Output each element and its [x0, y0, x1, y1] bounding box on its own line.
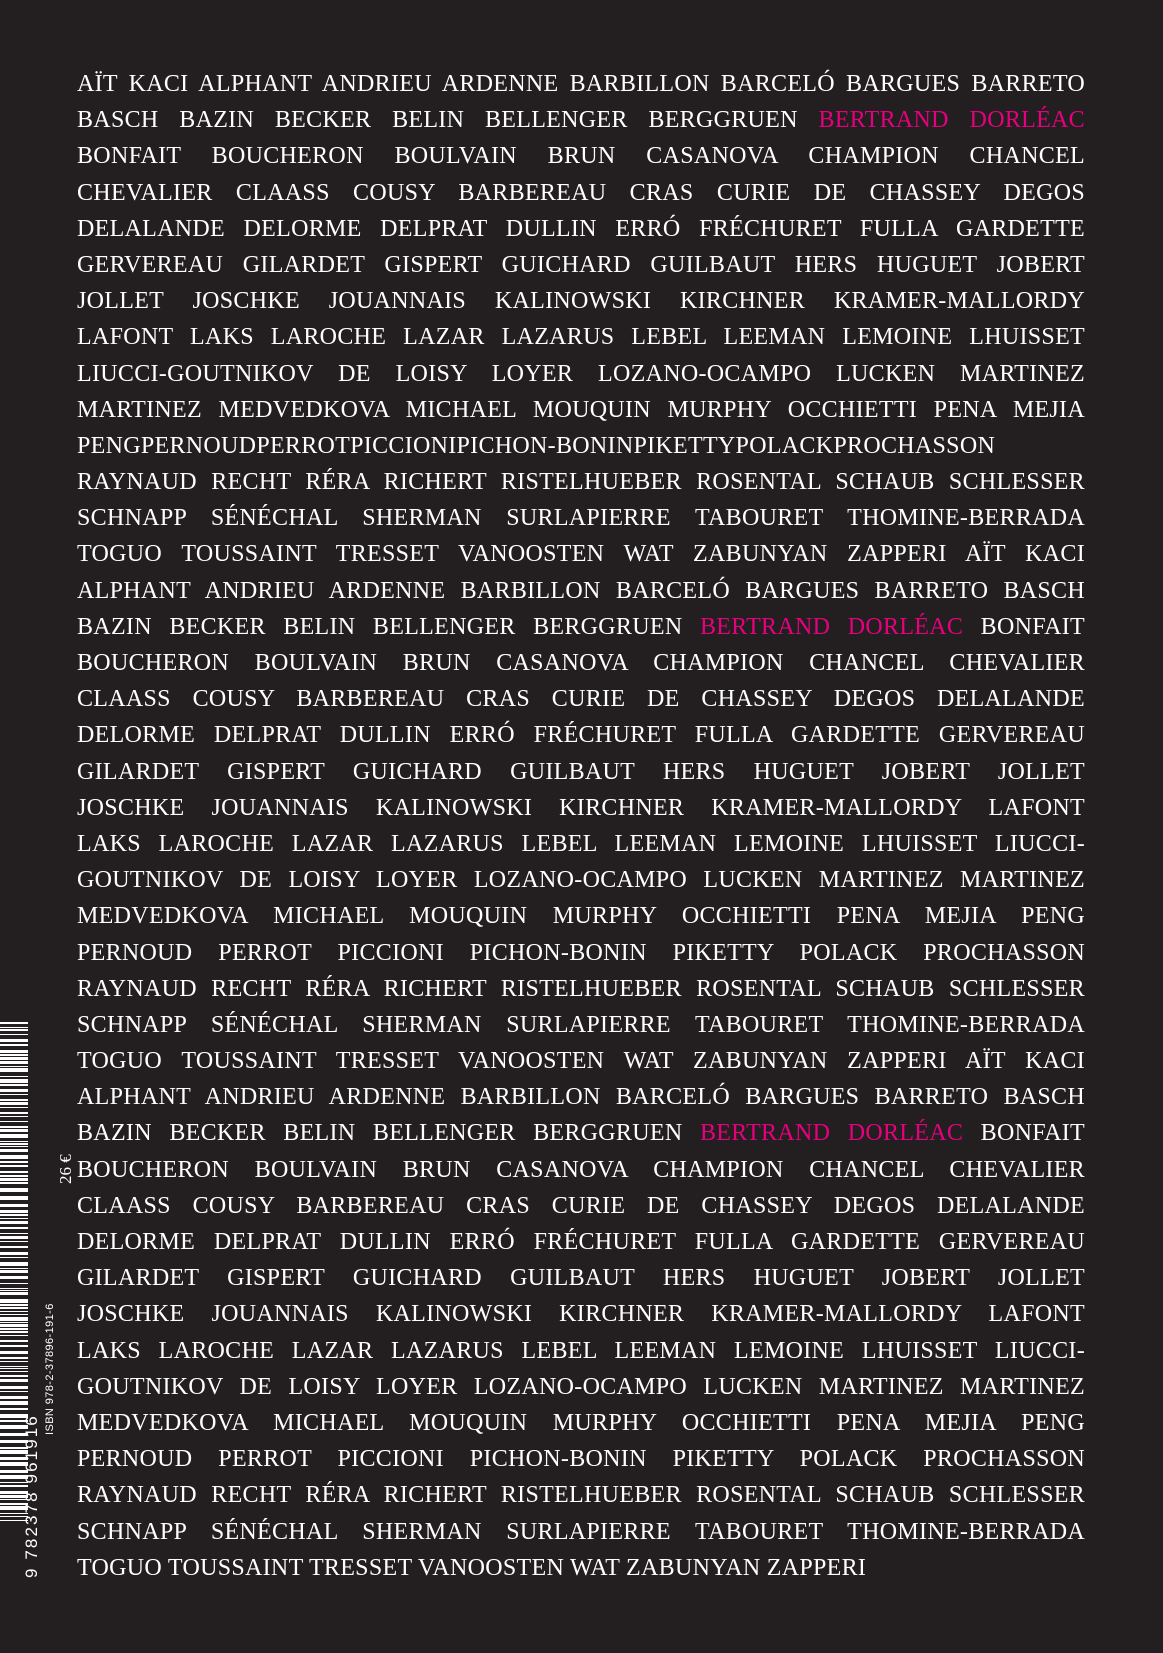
barcode-bar: [0, 1311, 28, 1312]
barcode-bar: [0, 1314, 28, 1315]
author-names-text: BAZIN BECKER BELIN BELLENGER BERGGRUEN: [77, 613, 700, 640]
name-line: [77, 247, 1085, 283]
name-line: [77, 1514, 1085, 1550]
barcode-bar: [0, 1175, 28, 1177]
name-line: [77, 66, 1085, 102]
author-names-text: PERNOUD PERROT PICCIONI PICHON-BONIN PIKETTY POLACK PROCHASSON: [77, 939, 1085, 966]
barcode-bar: [0, 1304, 28, 1306]
barcode-bar: [0, 1134, 28, 1138]
author-names-text: DELALANDE DELORME DELPRAT DULLIN ERRÓ FRÉCHURET FULLA GARDETTE: [77, 215, 1085, 242]
author-names-text: MEDVEDKOVA MICHAEL MOUQUIN MURPHY OCCHIETTI PENA MEJIA PENG: [77, 903, 1085, 930]
author-names-text: GOUTNIKOV DE LOISY LOYER LOZANO-OCAMPO LUCKEN MARTINEZ MARTINEZ: [77, 867, 1085, 894]
author-names-text: SCHNAPP SÉNÉCHAL SHERMAN SURLAPIERRE TABOURET THOMINE-BERRADA: [77, 505, 1085, 532]
barcode-bar: [0, 1262, 28, 1266]
author-names-text: PENGPERNOUDPERROTPICCIONIPICHON-BONINPIKETTYPOLACKPROCHASSON: [77, 432, 996, 459]
barcode-bar: [0, 1050, 28, 1053]
author-names-text: RAYNAUD RECHT RÉRA RICHERT RISTELHUEBER ROSENTAL SCHAUB SCHLESSER: [77, 975, 1085, 1002]
barcode-bar: [0, 1408, 28, 1410]
name-line: [77, 175, 1085, 211]
barcode-bar: [0, 1076, 28, 1077]
name-line: [77, 573, 1085, 609]
author-names-text: ALPHANT ANDRIEU ARDENNE BARBILLON BARCELÓ BARGUES BARRETO BASCH: [77, 577, 1085, 604]
author-names-text: MARTINEZ MEDVEDKOVA MICHAEL MOUQUIN MURPHY OCCHIETTI PENA MEJIA: [77, 396, 1085, 423]
author-names-text: GERVEREAU GILARDET GISPERT GUICHARD GUILBAUT HERS HUGUET JOBERT: [77, 251, 1085, 278]
barcode-bar: [0, 1204, 28, 1207]
barcode-bar: [0, 1335, 28, 1336]
barcode-digits: 9 782378 961916: [22, 1414, 41, 1578]
author-names-text: DELORME DELPRAT DULLIN ERRÓ FRÉCHURET FULLA GARDETTE GERVEREAU: [77, 722, 1085, 749]
barcode-bar: [0, 1099, 28, 1101]
barcode-bar: [0, 1218, 28, 1219]
author-names-text: PERNOUD PERROT PICCIONI PICHON-BONIN PIKETTY POLACK PROCHASSON: [77, 1446, 1085, 1473]
barcode-bar: [0, 1061, 28, 1064]
name-line: [77, 138, 1085, 174]
author-names-text: CLAASS COUSY BARBEREAU CRAS CURIE DE CHASSEY DEGOS DELALANDE: [77, 1192, 1085, 1219]
barcode-bar: [0, 1268, 28, 1269]
barcode-bar: [0, 1233, 28, 1234]
barcode-bar: [0, 1044, 28, 1046]
barcode-bar: [0, 1084, 28, 1086]
author-names-text: JOSCHKE JOUANNAIS KALINOWSKI KIRCHNER KRAMER-MALLORDY LAFONT: [77, 794, 1085, 821]
name-line: [77, 862, 1085, 898]
name-line: [77, 826, 1085, 862]
author-names-text: BONFAIT: [963, 1120, 1085, 1147]
barcode-bar: [0, 1290, 28, 1291]
barcode-bar: [0, 1246, 28, 1248]
barcode-bar: [0, 1121, 28, 1122]
barcode-bar: [0, 1165, 28, 1167]
barcode-bar: [0, 1371, 28, 1372]
barcode-bar: [0, 1307, 28, 1309]
barcode-bar: [0, 1252, 28, 1255]
barcode-bar: [0, 1054, 28, 1056]
name-line: [77, 428, 1085, 464]
author-names-text: SCHNAPP SÉNÉCHAL SHERMAN SURLAPIERRE TABOURET THOMINE-BERRADA: [77, 1011, 1085, 1038]
barcode-bar: [0, 1079, 28, 1083]
barcode-bar: [0, 1292, 28, 1295]
author-names-text: TOGUO TOUSSAINT TRESSET VANOOSTEN WAT ZABUNYAN ZAPPERI AÏT KACI: [77, 1048, 1085, 1075]
author-names-text: SCHNAPP SÉNÉCHAL SHERMAN SURLAPIERRE TABOURET THOMINE-BERRADA: [77, 1518, 1085, 1545]
price-label: 26 €: [56, 1154, 75, 1184]
highlighted-author-name: BERTRAND DORLÉAC: [699, 613, 964, 640]
name-line: [77, 971, 1085, 1007]
barcode-bar: [0, 1241, 28, 1242]
name-line: [77, 1007, 1085, 1043]
highlighted-author-name: BERTRAND DORLÉAC: [818, 107, 1085, 134]
barcode-bar: [0, 1331, 28, 1333]
barcode-bar: [0, 1328, 28, 1330]
barcode-bar: [0, 1171, 28, 1173]
barcode-bar: [0, 1039, 28, 1042]
name-line: [77, 609, 1085, 645]
author-names-text: BOUCHERON BOULVAIN BRUN CASANOVA CHAMPION CHANCEL CHEVALIER: [77, 650, 1085, 676]
name-line: [77, 464, 1085, 500]
barcode-bar: [0, 1227, 28, 1229]
name-line: [77, 1224, 1085, 1260]
name-line: [77, 1296, 1085, 1332]
barcode-bar: [0, 1022, 28, 1024]
barcode-bar: [0, 1029, 28, 1031]
barcode-bar: [0, 1361, 28, 1362]
author-names-text: TOGUO TOUSSAINT TRESSET VANOOSTEN WAT ZABUNYAN ZAPPERI: [77, 1554, 867, 1581]
author-names-text: BOUCHERON BOULVAIN BRUN CASANOVA CHAMPION CHANCEL CHEVALIER: [77, 1156, 1085, 1183]
name-line: [77, 1369, 1085, 1405]
name-line: [77, 1260, 1085, 1296]
barcode-bar: [0, 1155, 28, 1159]
barcode-bar: [0, 1161, 28, 1163]
barcode-bar: [0, 1324, 28, 1327]
author-names-text: ALPHANT ANDRIEU ARDENNE BARBILLON BARCELÓ BARGUES BARRETO BASCH: [77, 1084, 1085, 1111]
barcode-bar: [0, 1401, 28, 1405]
author-names-text: AÏT KACI ALPHANT ANDRIEU ARDENNE BARBILLON BARCELÓ BARGUES BARRETO: [77, 71, 1085, 97]
author-names-text: RAYNAUD RECHT RÉRA RICHERT RISTELHUEBER ROSENTAL SCHAUB SCHLESSER: [77, 1482, 1085, 1509]
name-line: [77, 500, 1085, 536]
name-line: [77, 283, 1085, 319]
author-names-text: JOLLET JOSCHKE JOUANNAIS KALINOWSKI KIRCHNER KRAMER-MALLORDY: [77, 288, 1085, 315]
name-line: [77, 681, 1085, 717]
barcode-bar: [0, 1276, 28, 1279]
name-line: [77, 102, 1085, 138]
author-names-text: BASCH BAZIN BECKER BELIN BELLENGER BERGGRUEN: [77, 107, 819, 134]
name-line: [77, 319, 1085, 355]
author-names-text: GILARDET GISPERT GUICHARD GUILBAUT HERS HUGUET JOBERT JOLLET: [77, 1265, 1085, 1292]
barcode-bar: [0, 1368, 28, 1369]
barcode-bar: [0, 1107, 28, 1108]
barcode-bar: [0, 1066, 28, 1067]
barcode-bar: [0, 1375, 28, 1377]
barcode-bar: [0, 1345, 28, 1347]
name-line: [77, 935, 1085, 971]
author-names-text: LAFONT LAKS LAROCHE LAZAR LAZARUS LEBEL LEEMAN LEMOINE LHUISSET: [77, 324, 1085, 351]
barcode-bar: [0, 1027, 28, 1028]
name-line: [77, 1188, 1085, 1224]
author-names-text: LIUCCI-GOUTNIKOV DE LOISY LOYER LOZANO-OCAMPO LUCKEN MARTINEZ: [77, 360, 1085, 387]
name-line: [77, 1079, 1085, 1115]
barcode-bar: [0, 1196, 28, 1200]
author-names-text: LAKS LAROCHE LAZAR LAZARUS LEBEL LEEMAN LEMOINE LHUISSET LIUCCI-: [77, 1337, 1085, 1364]
barcode-bar: [0, 1034, 28, 1035]
barcode-bar: [0, 1089, 28, 1092]
barcode-bar: [0, 1068, 28, 1072]
barcode-bar: [0, 1299, 28, 1303]
author-names-text: MEDVEDKOVA MICHAEL MOUQUIN MURPHY OCCHIETTI PENA MEJIA PENG: [77, 1409, 1085, 1436]
author-names-text: CHEVALIER CLAASS COUSY BARBEREAU CRAS CURIE DE CHASSEY DEGOS: [77, 179, 1085, 206]
author-names-text: RAYNAUD RECHT RÉRA RICHERT RISTELHUEBER ROSENTAL SCHAUB SCHLESSER: [77, 469, 1085, 496]
author-names-text: GILARDET GISPERT GUICHARD GUILBAUT HERS HUGUET JOBERT JOLLET: [77, 758, 1085, 785]
barcode-bar: [0, 1094, 28, 1095]
barcode-bar: [0, 1270, 28, 1273]
name-line: [77, 1043, 1085, 1079]
author-names-text: GOUTNIKOV DE LOISY LOYER LOZANO-OCAMPO LUCKEN MARTINEZ MARTINEZ: [77, 1373, 1085, 1400]
highlighted-author-name: BERTRAND DORLÉAC: [699, 1120, 964, 1147]
author-names-text: BONFAIT: [963, 613, 1085, 640]
barcode-bar: [0, 1112, 28, 1114]
name-line: [77, 1115, 1085, 1151]
barcode-bar: [0, 1236, 28, 1239]
name-line: [77, 392, 1085, 428]
barcode-bar: [0, 1351, 28, 1354]
author-names-text: TOGUO TOUSSAINT TRESSET VANOOSTEN WAT ZABUNYAN ZAPPERI AÏT KACI: [77, 541, 1085, 568]
barcode-bar: [0, 1057, 28, 1060]
name-line: [77, 898, 1085, 934]
barcode-bar: [0, 1188, 28, 1192]
name-line: [77, 754, 1085, 790]
barcode-bar: [0, 1214, 28, 1216]
name-line: [77, 1405, 1085, 1441]
barcode-bar: [0, 1146, 28, 1147]
name-line: [77, 211, 1085, 247]
author-names-text: LAKS LAROCHE LAZAR LAZARUS LEBEL LEEMAN LEMOINE LHUISSET LIUCCI-: [77, 830, 1085, 857]
name-line: [77, 356, 1085, 392]
author-names-text: CLAASS COUSY BARBEREAU CRAS CURIE DE CHASSEY DEGOS DELALANDE: [77, 686, 1085, 713]
name-line: [77, 645, 1085, 681]
author-names-text: BONFAIT BOUCHERON BOULVAIN BRUN CASANOVA CHAMPION CHANCEL: [77, 143, 1085, 170]
barcode-bar: [0, 1129, 28, 1132]
isbn-number: ISBN 978-2-37896-191-6: [44, 1303, 56, 1435]
barcode-bar: [0, 1379, 28, 1382]
barcode-bar: [0, 1357, 28, 1359]
name-line: [77, 1441, 1085, 1477]
barcode-bar: [0, 1182, 28, 1184]
barcode-bar: [0, 1210, 28, 1213]
author-names-text: JOSCHKE JOUANNAIS KALINOWSKI KIRCHNER KRAMER-MALLORDY LAFONT: [77, 1301, 1085, 1328]
barcode-bar: [0, 1317, 28, 1321]
barcode-bar: [0, 1141, 28, 1142]
barcode-bar: [0, 1102, 28, 1105]
name-line: [77, 790, 1085, 826]
author-names-text: DELORME DELPRAT DULLIN ERRÓ FRÉCHURET FULLA GARDETTE GERVEREAU: [77, 1229, 1085, 1255]
barcode-bar: [0, 1340, 28, 1342]
barcode-bar: [0, 1116, 28, 1117]
author-names-text: BAZIN BECKER BELIN BELLENGER BERGGRUEN: [77, 1120, 700, 1147]
barcode-bar: [0, 1178, 28, 1181]
barcode-bar: [0, 1366, 28, 1367]
author-name-list: [77, 66, 1085, 1586]
barcode-bar: [0, 1386, 28, 1389]
barcode-bar: [0, 1391, 28, 1392]
name-line: [77, 717, 1085, 753]
barcode-bar: [0, 1143, 28, 1145]
barcode-bar: [0, 1288, 28, 1289]
name-line: [77, 536, 1085, 572]
barcode-bar: [0, 1257, 28, 1258]
barcode-bar: [0, 1396, 28, 1399]
barcode-bar: [0, 1322, 28, 1323]
name-line: [77, 1152, 1085, 1188]
barcode-bar: [0, 1221, 28, 1224]
barcode-bar: [0, 1126, 28, 1128]
barcode-block: [0, 1018, 60, 1578]
barcode-bar: [0, 1283, 28, 1284]
name-line: [77, 1477, 1085, 1513]
barcode-bar: [0, 1149, 28, 1152]
name-line: [77, 1333, 1085, 1369]
name-line: [77, 1550, 1085, 1586]
